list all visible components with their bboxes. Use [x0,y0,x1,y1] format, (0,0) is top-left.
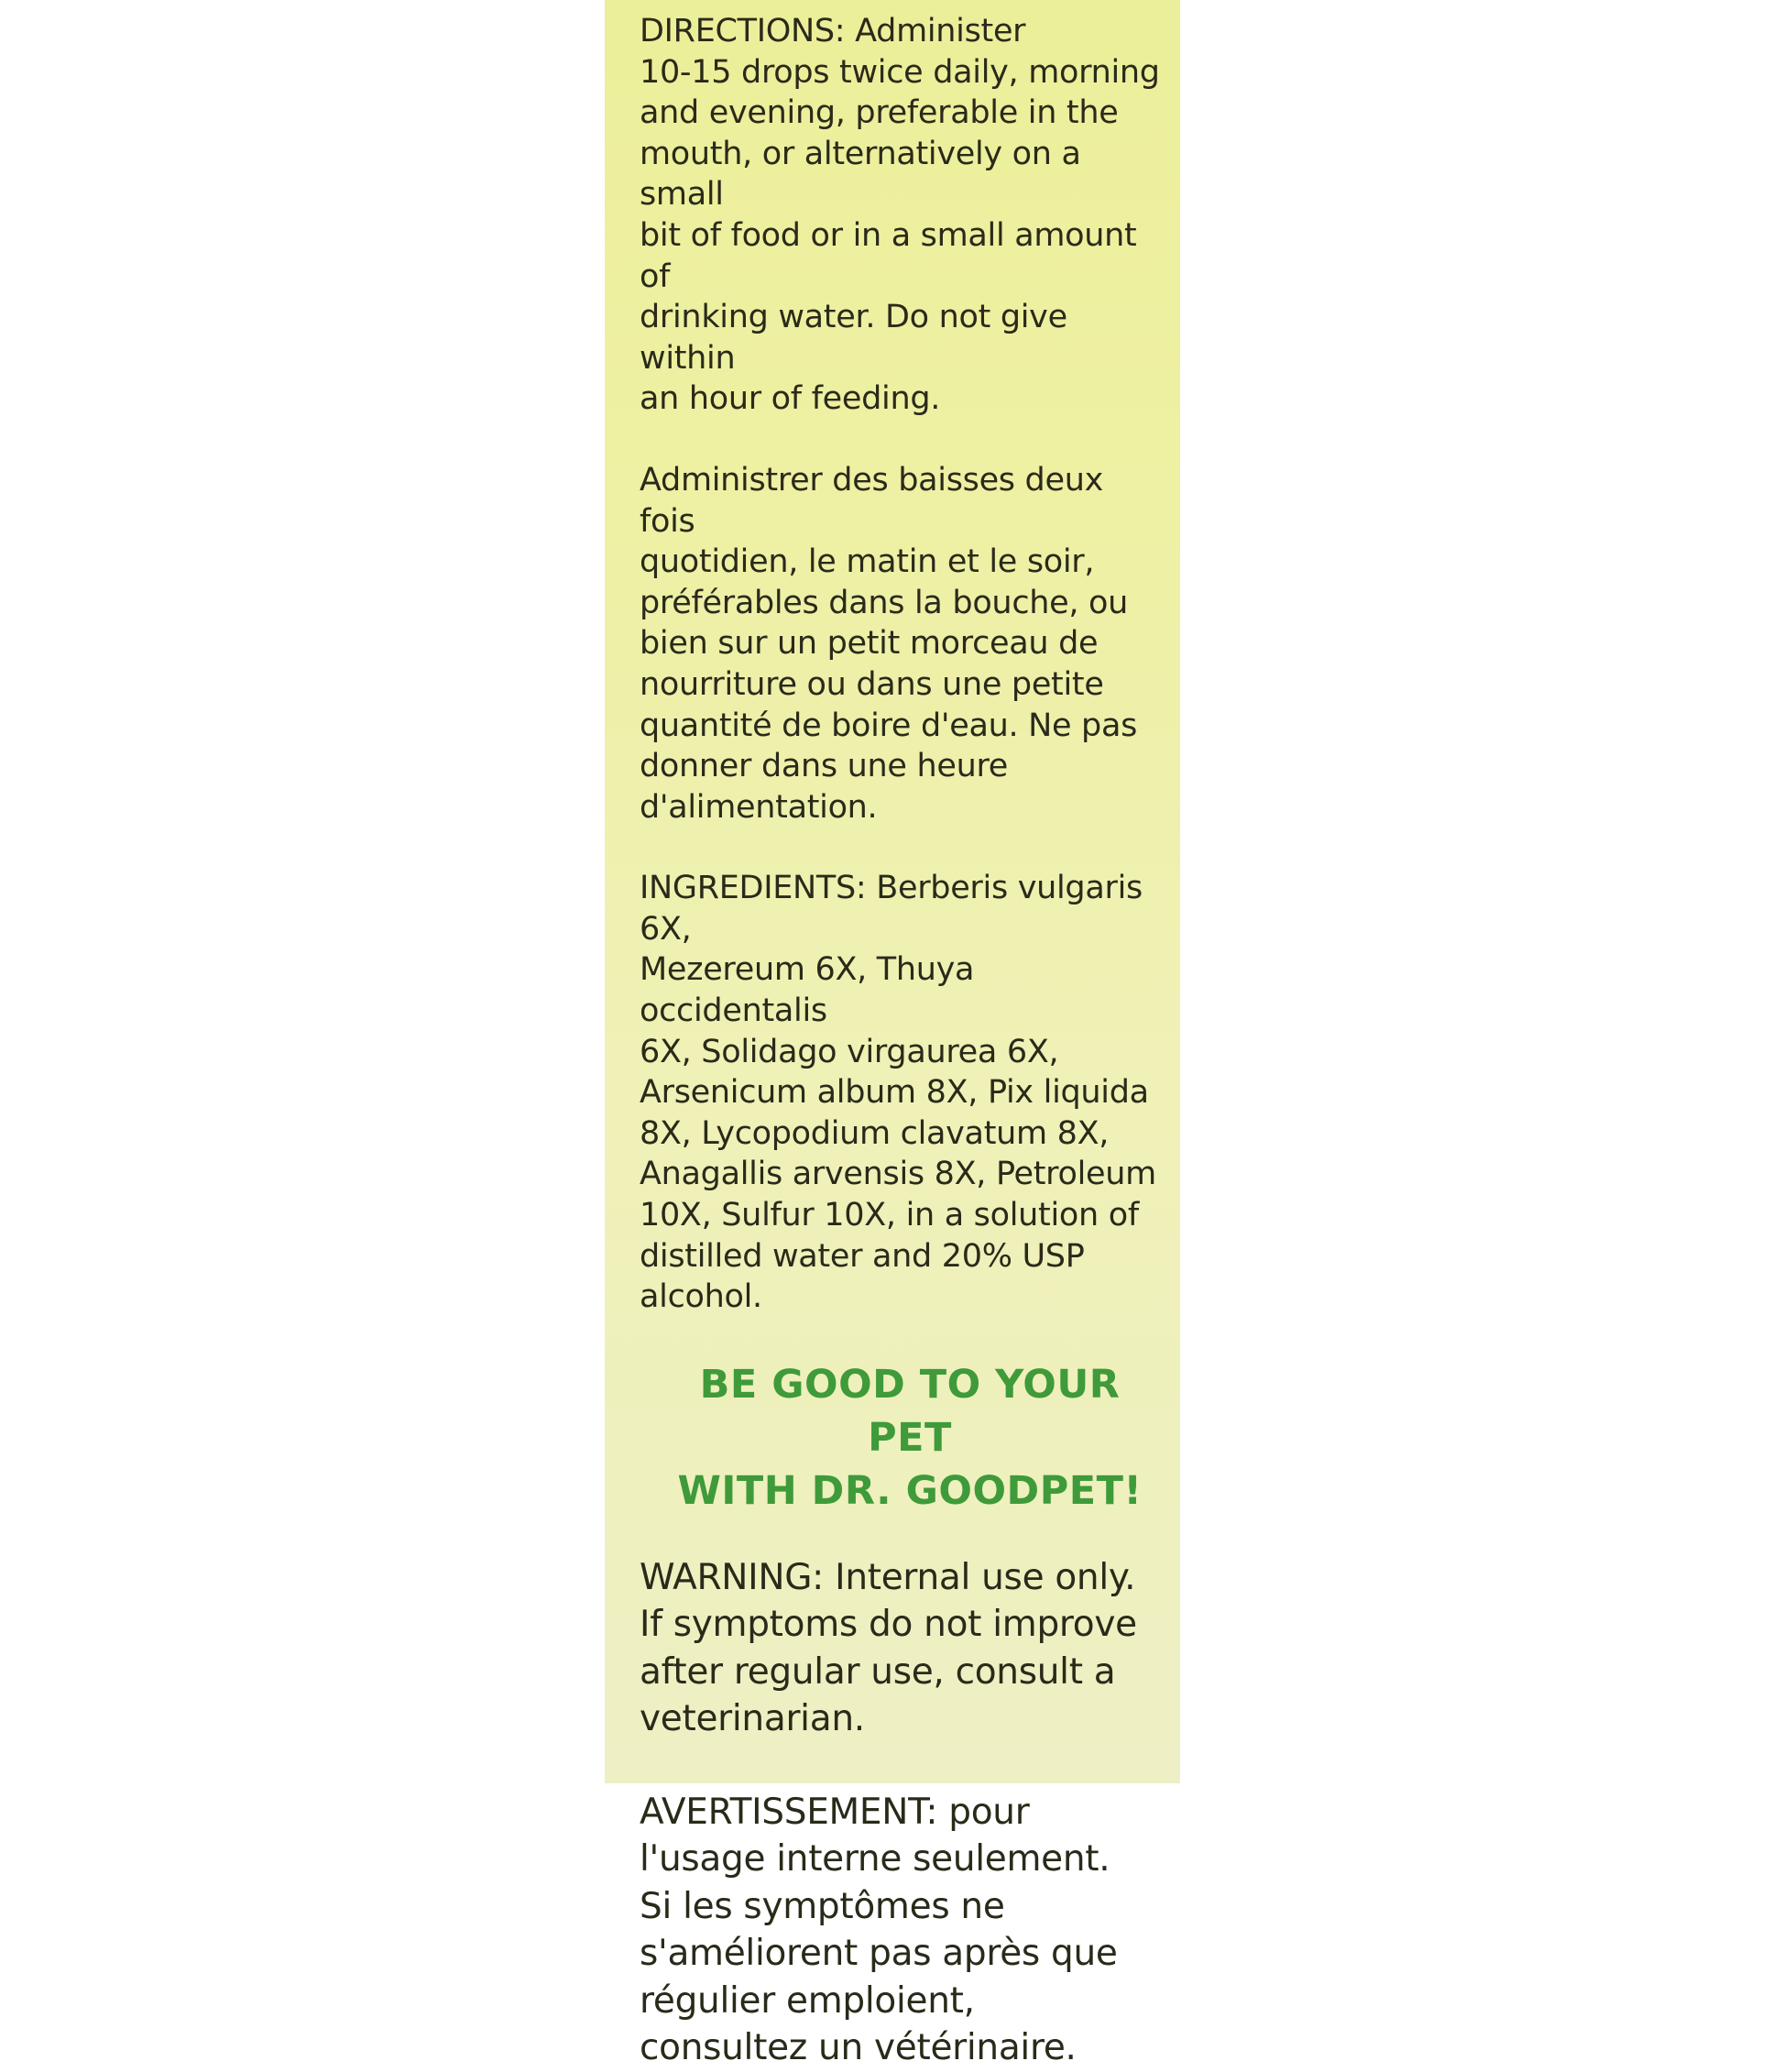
slogan-line-2: WITH DR. GOODPET! [677,1467,1143,1514]
warning-fr-label: AVERTISSEMENT: [640,1791,938,1833]
slogan [640,1358,1162,1518]
ingredients-label: INGREDIENTS: [640,870,867,907]
warning-fr-section [640,1789,1162,2072]
ingredients-text: Berberis vulgaris 6X, Mezereum 6X, Thuya occidentalis 6X, Solidago virgaurea 6X, Arsenicum album 8X, Pix liquida 8X, Lycopodium clavatum 8X, Anagallis arvensis 8X, Petroleum 10X, Sulfur 10X, in a solution of distilled water and 20% USP alcohol. [640,870,1156,1316]
directions-label: DIRECTIONS: [640,13,846,49]
warning-label: WARNING: [640,1556,825,1598]
ingredients-section [640,868,1162,1318]
slogan-line-1: BE GOOD TO YOUR PET [699,1361,1121,1461]
directions-fr-section [640,460,1162,828]
warning-fr-text: pour l'usage interne seulement. Si les symptômes ne s'améliorent pas après que régulier emploient, consultez un vétérinaire. [640,1791,1118,2069]
warning-text: Internal use only. If symptoms do not improve after regular use, consult a veterinarian. [640,1556,1137,1740]
directions-fr-text: Administrer des baisses deux fois quotidien, le matin et le soir, préférables dans la bouche, ou bien sur un petit morceau de nourriture ou dans une petite quantité de boire d'eau. Ne pas donner dans une heure d'alimentation. [640,461,1138,826]
directions-section [640,11,1162,420]
directions-text: Administer 10-15 drops twice daily, morning and evening, preferable in the mouth, or alternatively on a small bit of food or in a small amount of drinking water. Do not give within an hour of feeding. [640,13,1160,418]
label-panel [605,0,1180,2069]
warning-section [640,1554,1162,1743]
